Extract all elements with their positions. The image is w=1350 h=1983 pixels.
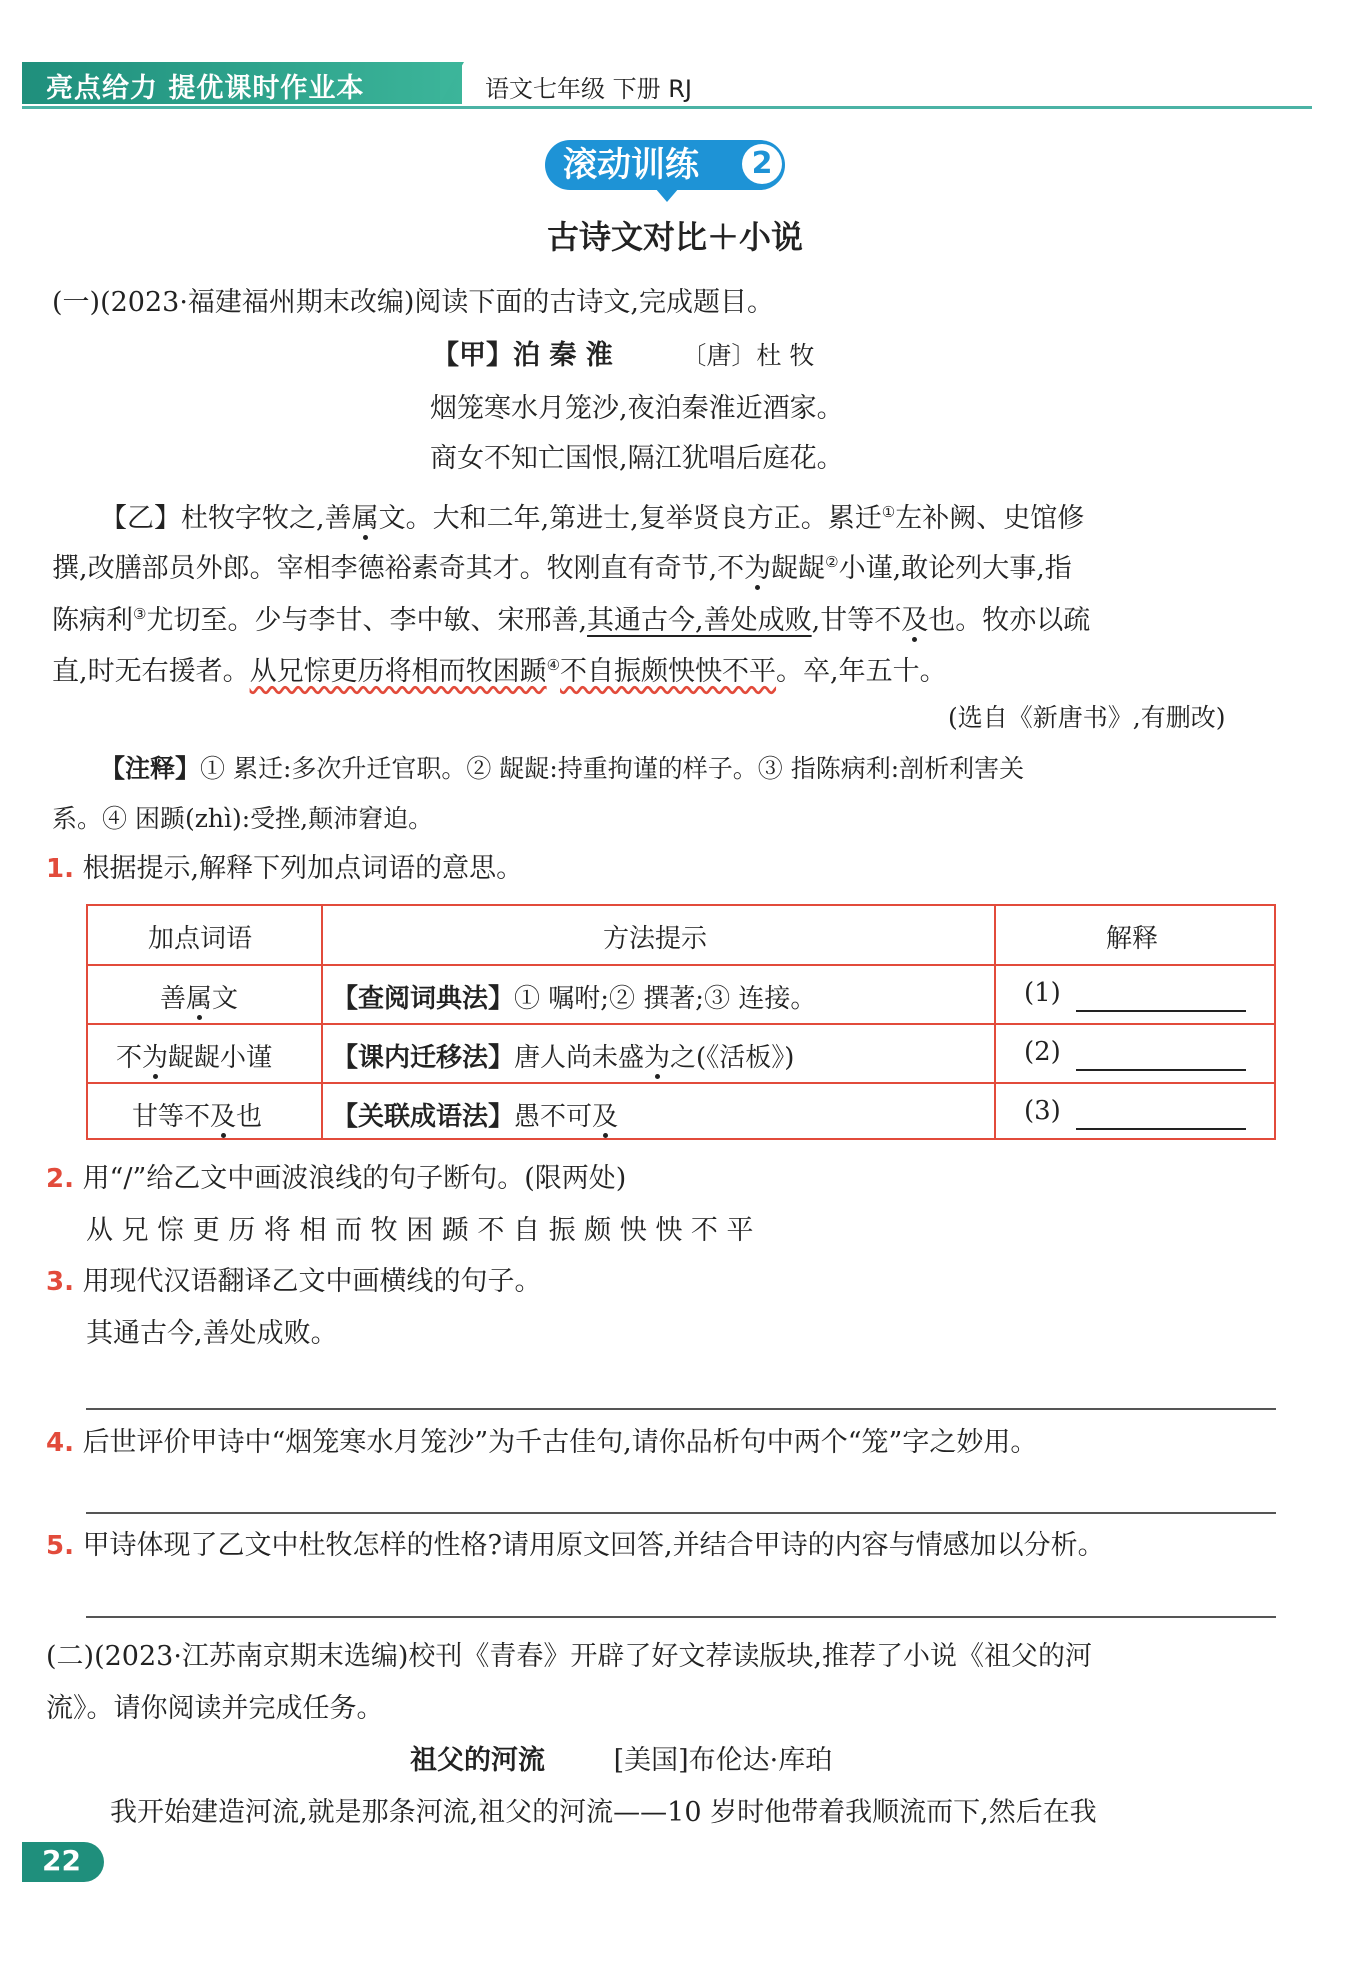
hint-label: 【关联成语法】 bbox=[332, 1102, 515, 1132]
notes-line-1 bbox=[100, 750, 1024, 788]
table-divider bbox=[88, 964, 1274, 966]
dotted-word: 为 bbox=[142, 1043, 169, 1073]
yi-text: 文。大和二年,第进士,复举贤良方正。累迁 bbox=[378, 503, 882, 534]
section-subtitle: 古诗文对比＋小说 bbox=[546, 218, 803, 256]
dotted-word: 属 bbox=[351, 503, 379, 534]
answer-blank[interactable] bbox=[1076, 1069, 1246, 1071]
dotted-word: 及 bbox=[901, 605, 929, 636]
story-line-1: 我开始建造河流,就是那条河流,祖父的河流——10 岁时他带着我顺流而下,然后在我 bbox=[110, 1797, 1097, 1828]
question-text: 用“/”给乙文中画波浪线的句子断句。(限两处) bbox=[82, 1163, 627, 1194]
question-text: 根据提示,解释下列加点词语的意思。 bbox=[82, 853, 524, 884]
book-title: 亮点给力 提优课时作业本 bbox=[46, 73, 365, 104]
table-row-answer-label: (2) bbox=[1024, 1037, 1061, 1067]
yi-text: 陈病利 bbox=[52, 605, 133, 636]
yi-text: 。卒,年五十。 bbox=[776, 656, 947, 687]
question-2 bbox=[46, 1160, 626, 1198]
question-text: 后世评价甲诗中“烟笼寒水月笼沙”为千古佳句,请你品析句中两个“笼”字之妙用。 bbox=[82, 1427, 1038, 1458]
question-text: 甲诗体现了乙文中杜牧怎样的性格?请用原文回答,并结合甲诗的内容与情感加以分析。 bbox=[82, 1530, 1105, 1561]
table-row-word bbox=[132, 1096, 262, 1133]
dotted-word: 及 bbox=[592, 1102, 619, 1132]
hint-text: ① 嘱咐;② 撰著;③ 连接。 bbox=[514, 984, 817, 1014]
question-4 bbox=[46, 1424, 1037, 1462]
table-row-answer-label: (1) bbox=[1024, 978, 1061, 1008]
note-ref: ③ bbox=[133, 605, 147, 623]
page-number: 22 bbox=[42, 1844, 81, 1877]
yi-line-2 bbox=[52, 543, 1072, 588]
story-heading bbox=[410, 1742, 832, 1780]
question-3 bbox=[46, 1263, 542, 1301]
underlined-sentence: 其通古今,善处成败 bbox=[587, 605, 812, 636]
question-number: 3. bbox=[46, 1267, 74, 1297]
question-number: 4. bbox=[46, 1428, 74, 1458]
table-row-word bbox=[116, 1037, 272, 1074]
header-divider bbox=[22, 106, 1312, 109]
table-divider bbox=[321, 906, 323, 1138]
poem-label: 【甲】泊 秦 淮 bbox=[432, 340, 613, 371]
story-author: [美国]布伦达·库珀 bbox=[613, 1745, 833, 1776]
poem-line-1: 烟笼寒水月笼沙,夜泊秦淮近酒家。 bbox=[430, 393, 844, 424]
q3-sentence: 其通古今,善处成败。 bbox=[86, 1318, 338, 1349]
answer-line[interactable] bbox=[86, 1616, 1276, 1618]
yi-line-4 bbox=[52, 646, 947, 691]
note-ref: ② bbox=[825, 553, 839, 571]
yi-text: ,甘等不 bbox=[811, 605, 902, 636]
yi-text: 也。牧亦以疏 bbox=[928, 605, 1091, 636]
table-header: 加点词语 bbox=[148, 924, 253, 954]
section-badge-label: 滚动训练 bbox=[563, 145, 699, 185]
question-number: 1. bbox=[46, 854, 74, 884]
poem-title bbox=[432, 337, 814, 375]
hint-text: 之(《活板》) bbox=[670, 1043, 795, 1073]
table-row-word bbox=[160, 978, 238, 1015]
poem-author: 〔唐〕杜 牧 bbox=[681, 341, 815, 370]
part1-intro: (一)(2023·福建福州期末改编)阅读下面的古诗文,完成题目。 bbox=[52, 287, 775, 318]
hint-text: 唐人尚未盛 bbox=[514, 1043, 645, 1073]
section-badge-number: 2 bbox=[742, 144, 782, 184]
header-band-tip bbox=[440, 62, 464, 104]
source-citation: (选自《新唐书》,有删改) bbox=[948, 703, 1226, 732]
question-number: 5. bbox=[46, 1531, 74, 1561]
table-row-hint bbox=[332, 1037, 794, 1074]
answer-blank[interactable] bbox=[1076, 1010, 1246, 1012]
dotted-word: 为 bbox=[644, 1043, 671, 1073]
dotted-word: 及 bbox=[210, 1102, 237, 1132]
story-title: 祖父的河流 bbox=[410, 1745, 545, 1776]
dotted-word: 为 bbox=[744, 553, 772, 584]
hint-text: 愚不可 bbox=[514, 1102, 593, 1132]
note-ref: ④ bbox=[546, 656, 561, 674]
answer-blank[interactable] bbox=[1076, 1128, 1246, 1130]
wavy-sentence: 从兄悰更历将相而牧困踬 bbox=[249, 656, 547, 687]
word-text: 善 bbox=[160, 984, 187, 1014]
badge-tail bbox=[655, 188, 679, 202]
notes-label: 【注释】 bbox=[100, 754, 201, 783]
q2-sentence: 从 兄 悰 更 历 将 相 而 牧 困 踬 不 自 振 颇 怏 怏 不 平 bbox=[86, 1215, 754, 1246]
word-text: 文 bbox=[212, 984, 239, 1014]
word-text: 也 bbox=[236, 1102, 263, 1132]
yi-text: 直,时无右援者。 bbox=[52, 656, 250, 687]
table-divider bbox=[994, 906, 996, 1138]
notes-line-2: 系。④ 困踬(zhì):受挫,颠沛窘迫。 bbox=[52, 804, 434, 833]
yi-text: 龊龊 bbox=[771, 553, 826, 584]
yi-line-3 bbox=[52, 595, 1090, 640]
table-row-answer-label: (3) bbox=[1024, 1096, 1061, 1126]
yi-text: 左补阙、史馆修 bbox=[895, 503, 1085, 534]
yi-text: 尤切至。少与李甘、李中敏、宋邢善, bbox=[146, 605, 588, 636]
word-text: 龊龊小谨 bbox=[168, 1043, 273, 1073]
hint-label: 【课内迁移法】 bbox=[332, 1043, 515, 1073]
table-header: 解释 bbox=[1106, 924, 1159, 954]
part2-intro-line-1: (二)(2023·江苏南京期末选编)校刊《青春》开辟了好文荐读版块,推荐了小说《祖父的河 bbox=[46, 1641, 1093, 1672]
table-divider bbox=[88, 1082, 1274, 1084]
yi-text: 【乙】杜牧字牧之,善 bbox=[100, 503, 352, 534]
question-text: 用现代汉语翻译乙文中画横线的句子。 bbox=[82, 1266, 542, 1297]
vocab-table bbox=[86, 904, 1276, 1140]
dotted-word: 属 bbox=[186, 984, 213, 1014]
table-row-hint bbox=[332, 1096, 618, 1133]
yi-text: 撰,改膳部员外郎。宰相李德裕素奇其才。牧刚直有奇节,不 bbox=[52, 553, 745, 584]
yi-line-1 bbox=[100, 493, 1084, 538]
table-divider bbox=[88, 1023, 1274, 1025]
poem-line-2: 商女不知亡国恨,隔江犹唱后庭花。 bbox=[430, 443, 844, 474]
hint-label: 【查阅词典法】 bbox=[332, 984, 515, 1014]
part2-intro-line-2: 流》。请你阅读并完成任务。 bbox=[46, 1693, 384, 1724]
answer-line[interactable] bbox=[86, 1408, 1276, 1410]
question-1 bbox=[46, 850, 523, 888]
word-text: 不 bbox=[116, 1043, 143, 1073]
notes-text: ① 累迁:多次升迁官职。② 龊龊:持重拘谨的样子。③ 指陈病利:剖析利害关 bbox=[200, 754, 1025, 783]
question-number: 2. bbox=[46, 1164, 74, 1194]
answer-line[interactable] bbox=[86, 1512, 1276, 1514]
wavy-sentence: 不自振颇怏怏不平 bbox=[560, 656, 777, 687]
table-header: 方法提示 bbox=[603, 924, 708, 954]
table-row-hint bbox=[332, 978, 816, 1015]
question-5 bbox=[46, 1527, 1105, 1565]
yi-text: 小谨,敢论列大事,指 bbox=[838, 553, 1072, 584]
note-ref: ① bbox=[881, 503, 896, 521]
word-text: 甘等不 bbox=[132, 1102, 211, 1132]
book-subject: 语文七年级 下册 RJ bbox=[485, 75, 693, 103]
